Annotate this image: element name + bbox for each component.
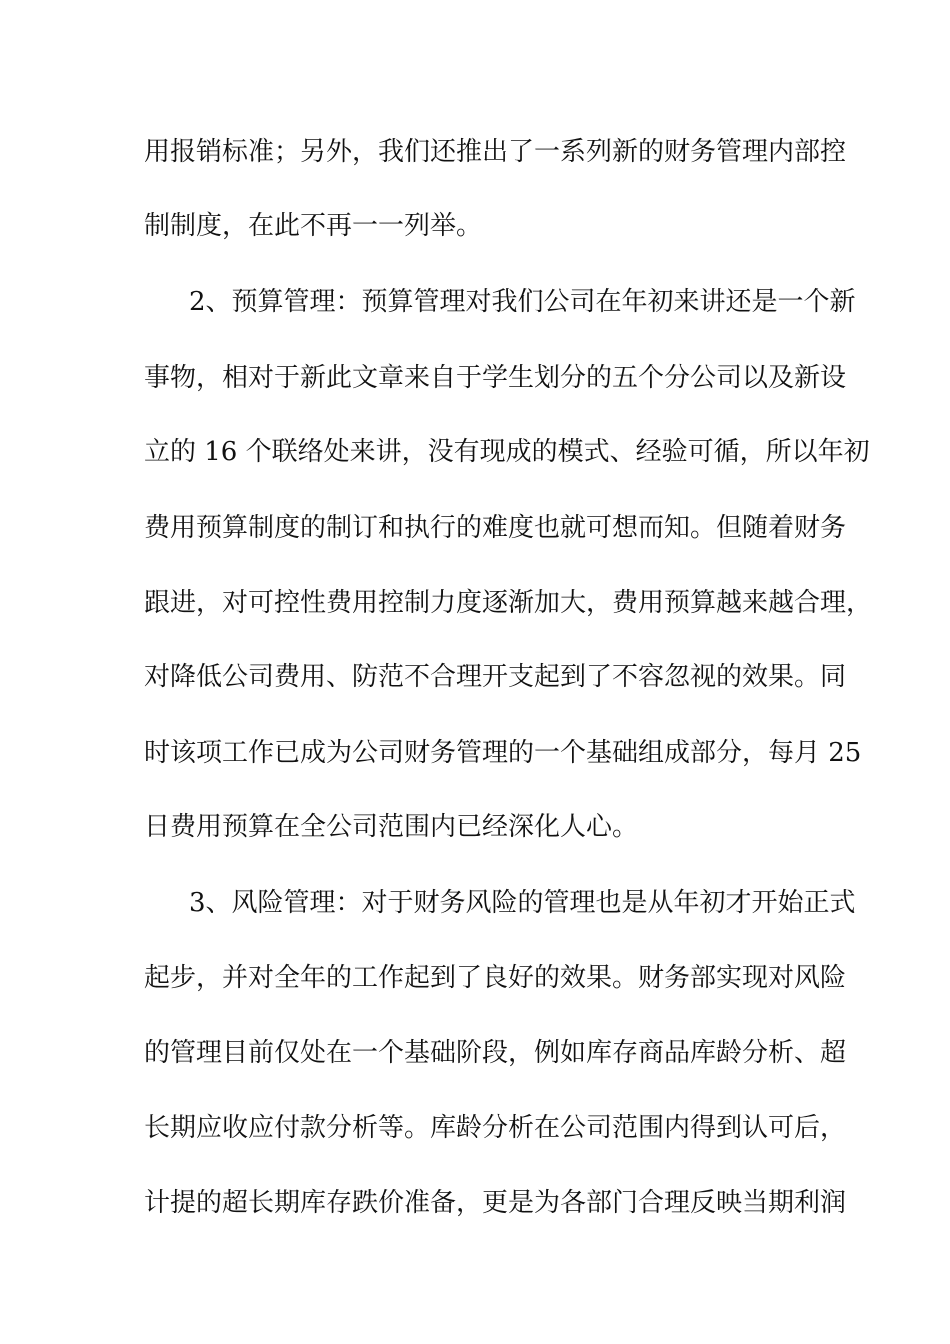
text-line: 对降低公司费用、防范不合理开支起到了不容忽视的效果。同 <box>144 662 847 692</box>
paragraph-start-line: 3、风险管理：对于财务风险的管理也是从年初才开始正式 <box>189 888 856 918</box>
text-line: 跟进，对可控性费用控制力度逐渐加大，费用预算越来越合理， <box>144 588 873 618</box>
text-line: 用报销标准；另外，我们还推出了一系列新的财务管理内部控 <box>144 137 847 167</box>
text-line: 长期应收应付款分析等。库龄分析在公司范围内得到认可后， <box>144 1113 847 1143</box>
paragraph-start-line: 2、预算管理：预算管理对我们公司在年初来讲还是一个新 <box>189 287 856 317</box>
text-line: 制制度，在此不再一一列举。 <box>144 211 483 241</box>
text-line: 费用预算制度的制订和执行的难度也就可想而知。但随着财务 <box>144 513 847 543</box>
text-line: 的管理目前仅处在一个基础阶段，例如库存商品库龄分析、超 <box>144 1038 847 1068</box>
text-line: 时该项工作已成为公司财务管理的一个基础组成部分，每月 25 <box>144 738 862 768</box>
text-line: 事物，相对于新此文章来自于学生划分的五个分公司以及新设 <box>144 363 847 393</box>
text-line: 起步，并对全年的工作起到了良好的效果。财务部实现对风险 <box>144 963 847 993</box>
text-line: 日费用预算在全公司范围内已经深化人心。 <box>144 812 639 842</box>
text-line: 计提的超长期库存跌价准备，更是为各部门合理反映当期利润 <box>144 1188 847 1218</box>
text-line: 立的 16 个联络处来讲，没有现成的模式、经验可循，所以年初 <box>144 437 870 467</box>
